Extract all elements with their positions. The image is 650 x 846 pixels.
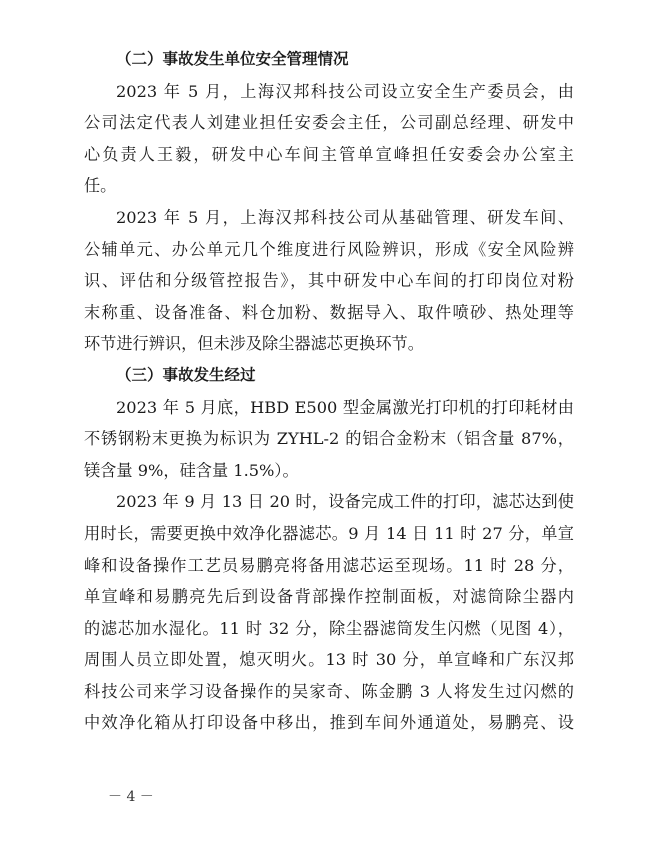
paragraph-line: 公司法定代表人刘建业担任安委会主任，公司副总经理、研发中: [84, 113, 574, 133]
paragraph-risk-identification: [84, 202, 574, 360]
paragraph-line: 2023 年 9 月 13 日 20 时，设备完成工件的打印，滤芯达到使: [116, 492, 574, 512]
paragraph-line: 单宣峰和易鹏亮先后到设备背部操作控制面板，对滤筒除尘器内: [84, 587, 574, 607]
document-page: [84, 44, 574, 739]
paragraph-line: 末称重、设备准备、料仓加粉、数据导入、取件喷砂、热处理等: [84, 302, 574, 322]
paragraph-line: 任。: [84, 176, 117, 196]
paragraph-line: 用时长，需要更换中效净化器滤芯。9 月 14 日 11 时 27 分，单宣: [84, 523, 574, 543]
paragraph-line: 心负责人王毅，研发中心车间主管单宣峰担任安委会办公室主: [84, 144, 574, 164]
paragraph-line: 的滤芯加水湿化。11 时 32 分，除尘器滤筒发生闪燃（见图 4），: [84, 618, 574, 638]
paragraph-safety-committee: [84, 76, 574, 202]
paragraph-line: 周围人员立即处置，熄灭明火。13 时 30 分，单宣峰和广东汉邦: [84, 650, 574, 670]
paragraph-line: 2023 年 5 月，上海汉邦科技公司设立安全生产委员会，由: [116, 81, 574, 101]
paragraph-line: 峰和设备操作工艺员易鹏亮将备用滤芯运至现场。11 时 28 分，: [84, 555, 574, 575]
paragraph-line: 科技公司来学习设备操作的吴家奇、陈金鹏 3 人将发生过闪燃的: [84, 681, 574, 701]
paragraph-accident-timeline: [84, 486, 574, 739]
page-number: － 4 －: [108, 789, 154, 805]
paragraph-line: 2023 年 5 月，上海汉邦科技公司从基础管理、研发车间、: [116, 207, 574, 227]
paragraph-material-change: [84, 392, 574, 487]
paragraph-line: 中效净化箱从打印设备中移出，推到车间外通道处，易鹏亮、设: [84, 713, 574, 733]
paragraph-line: 不锈钢粉末更换为标识为 ZYHL-2 的铝合金粉末（铝含量 87%，: [84, 429, 574, 449]
section-heading-3: （三）事故发生经过: [116, 365, 256, 384]
paragraph-line: 2023 年 5 月底，HBD E500 型金属激光打印机的打印耗材由: [116, 397, 574, 417]
paragraph-line: 识、评估和分级管控报告》，其中研发中心车间的打印岗位对粉: [84, 271, 574, 291]
paragraph-line: 公辅单元、办公单元几个维度进行风险辨识，形成《安全风险辨: [84, 239, 574, 259]
paragraph-line: 环节进行辨识，但未涉及除尘器滤芯更换环节。: [84, 334, 424, 354]
paragraph-line: 镁含量 9%，硅含量 1.5%）。: [84, 460, 299, 480]
section-heading-2: （二）事故发生单位安全管理情况: [116, 50, 349, 68]
